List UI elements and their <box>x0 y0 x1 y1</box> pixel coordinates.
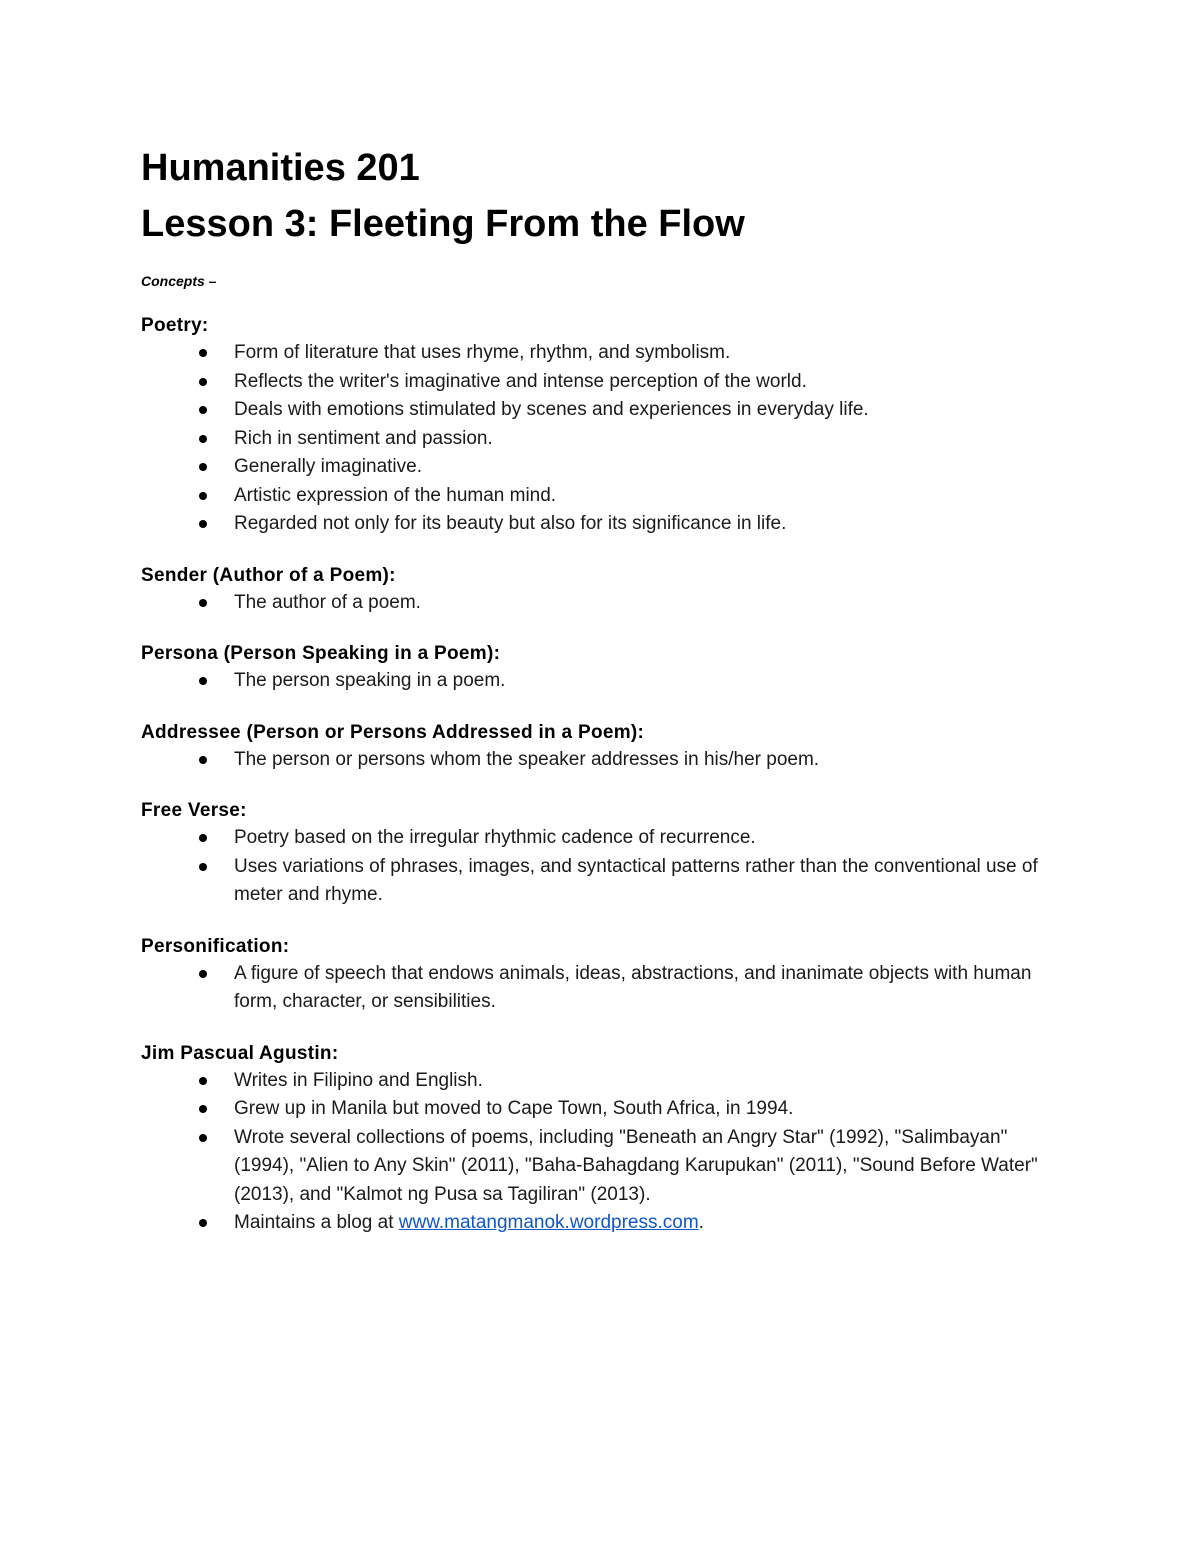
bullet-icon <box>199 599 207 607</box>
bullet-icon <box>199 406 207 414</box>
section-heading-addressee: Addressee (Person or Persons Addressed in a Poem): <box>141 721 645 743</box>
bullet-icon <box>199 834 207 842</box>
bullet-icon <box>199 863 207 871</box>
blog-link[interactable]: www.matangmanok.wordpress.com <box>398 1212 699 1233</box>
list-item: Rich in sentiment and passion. <box>141 425 1041 454</box>
list-item: A figure of speech that endows animals, ideas, abstractions, and inanimate objects with human form, character, or sensibilities. <box>141 960 1041 1017</box>
bullet-icon <box>199 1105 207 1113</box>
section-heading-persona: Persona (Person Speaking in a Poem): <box>141 643 501 664</box>
list-item: Uses variations of phrases, images, and syntactical patterns rather than the conventional use of meter and rhyme. <box>141 853 1041 910</box>
lesson-title: Lesson 3: Fleeting From the Flow <box>141 203 745 245</box>
bullet-icon <box>199 463 207 471</box>
bullet-icon <box>199 970 207 978</box>
bullet-icon <box>199 1134 207 1142</box>
list-item: The person or persons whom the speaker addresses in his/her poem. <box>141 746 1041 775</box>
list-item: Reflects the writer's imaginative and intense perception of the world. <box>141 368 1041 397</box>
section-heading-sender: Sender (Author of a Poem): <box>141 564 396 586</box>
agustin-list <box>141 1067 1041 1238</box>
bullet-icon <box>199 1219 207 1227</box>
list-item: The person speaking in a poem. <box>141 667 1041 696</box>
personification-list <box>141 960 1041 1017</box>
bullet-icon <box>199 492 207 500</box>
list-item: Regarded not only for its beauty but also for its significance in life. <box>141 510 1041 539</box>
course-title: Humanities 201 <box>141 147 420 189</box>
document-page <box>141 140 1041 1238</box>
addressee-list <box>141 746 1041 775</box>
section-heading-jim-pascual-agustin: Jim Pascual Agustin: <box>141 1042 339 1064</box>
list-item: Writes in Filipino and English. <box>141 1067 1041 1096</box>
bullet-icon <box>199 756 207 764</box>
bullet-icon <box>199 349 207 357</box>
persona-list <box>141 667 1041 696</box>
list-item: Form of literature that uses rhyme, rhythm, and symbolism. <box>141 339 1041 368</box>
list-item: Grew up in Manila but moved to Cape Town, South Africa, in 1994. <box>141 1095 1041 1124</box>
bullet-icon <box>199 435 207 443</box>
list-item: Artistic expression of the human mind. <box>141 482 1041 511</box>
bullet-icon <box>199 520 207 528</box>
list-item: Wrote several collections of poems, including "Beneath an Angry Star" (1992), "Salimbayan" (1994), "Alien to Any Skin" (2011), "Baha-Bahagdang Karupukan" (2011), "Sound Before Water" (2013), and "Kalmot ng Pusa sa Tagiliran" (2013). <box>141 1124 1041 1210</box>
concepts-label: Concepts – <box>141 273 217 289</box>
bullet-icon <box>199 1077 207 1085</box>
bullet-icon <box>199 677 207 685</box>
bullet-icon <box>199 378 207 386</box>
list-item: Generally imaginative. <box>141 453 1041 482</box>
list-item: Deals with emotions stimulated by scenes and experiences in everyday life. <box>141 396 1041 425</box>
list-item: The author of a poem. <box>141 589 1041 618</box>
section-heading-personification: Personification: <box>141 935 290 957</box>
list-item: Poetry based on the irregular rhythmic cadence of recurrence. <box>141 824 1041 853</box>
section-heading-free-verse: Free Verse: <box>141 800 247 821</box>
section-heading-poetry: Poetry: <box>141 315 209 336</box>
sender-list <box>141 589 1041 618</box>
poetry-list <box>141 339 1041 539</box>
list-item: Maintains a blog at www.matangmanok.wordpress.com. <box>141 1209 1041 1238</box>
free-verse-list <box>141 824 1041 910</box>
